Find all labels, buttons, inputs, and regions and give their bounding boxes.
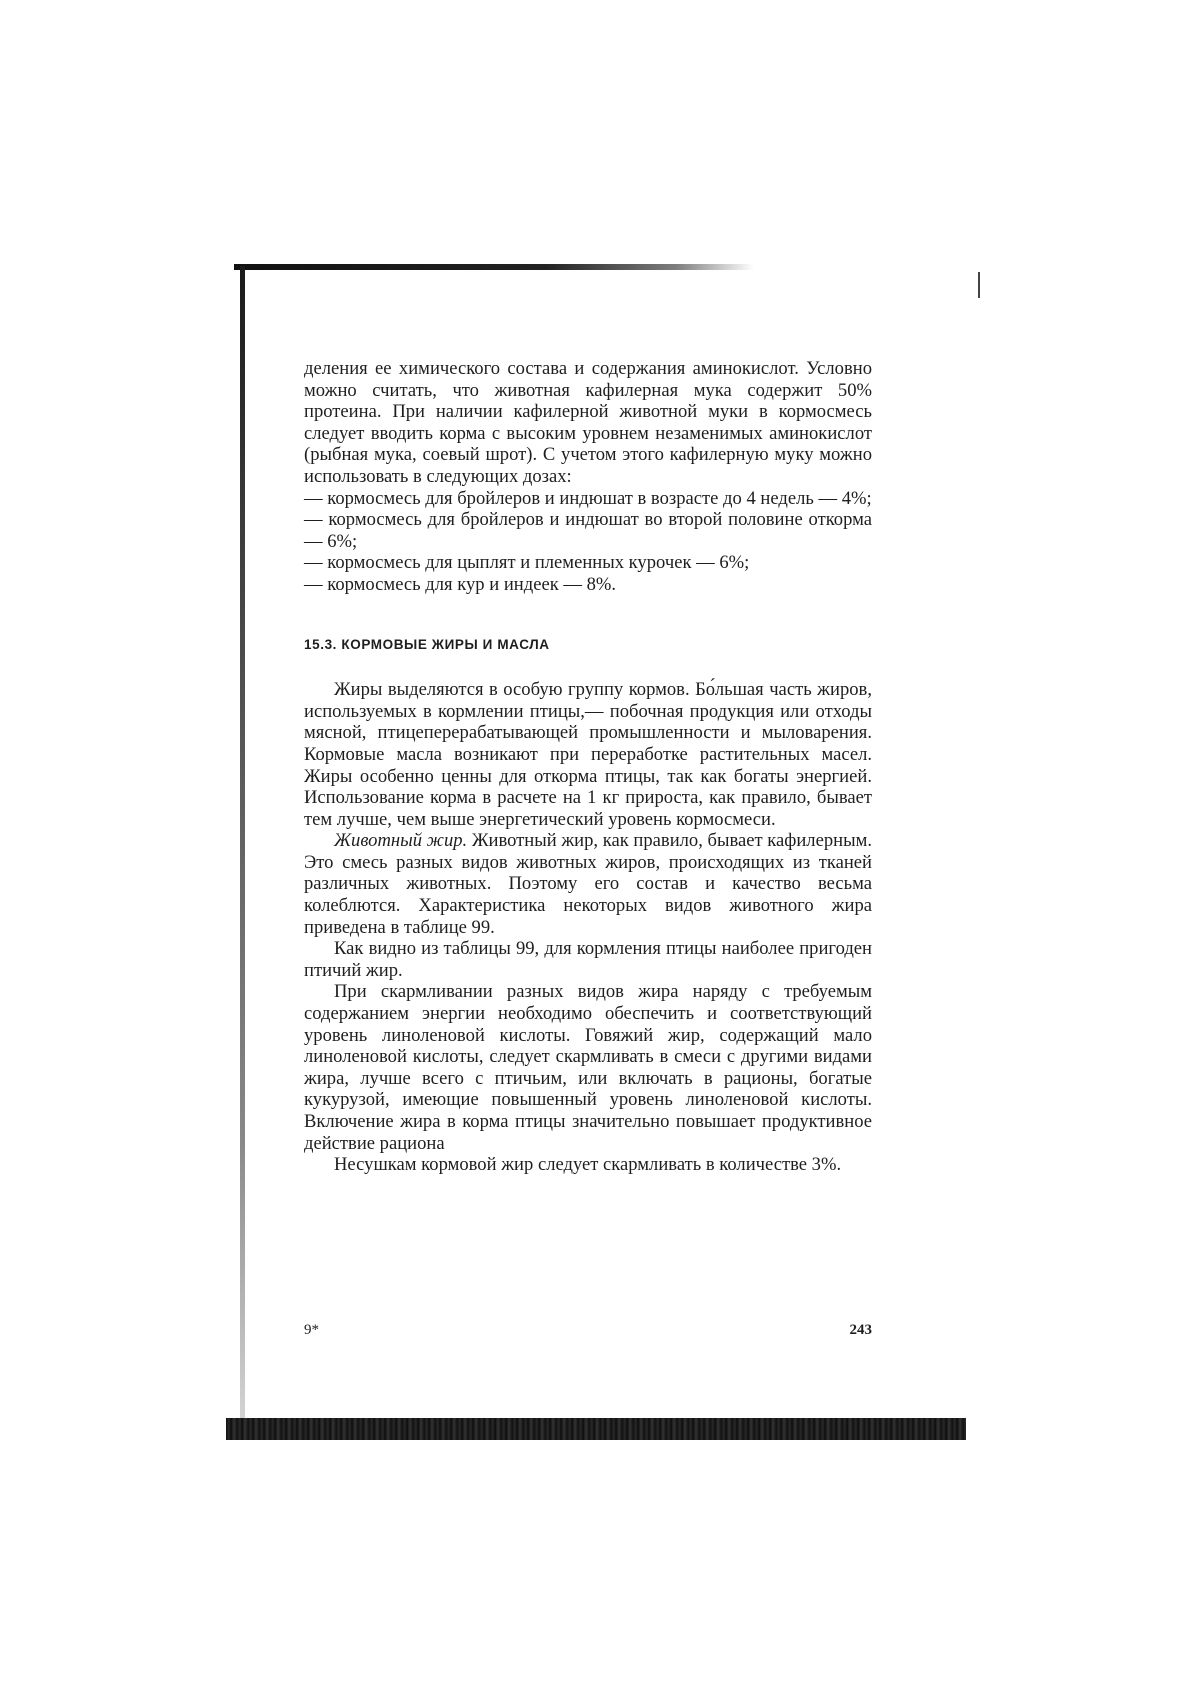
dose-item: — кормосмесь для цыплят и племенных курочек — 6%; (304, 552, 750, 574)
signature-mark: 9* (304, 1322, 319, 1338)
dose-item: — кормосмесь для бройлеров и индюшат в возрасте до 4 недель — 4%; (304, 487, 872, 509)
paragraph-animal-fat (304, 830, 872, 938)
dose-item: — кормосмесь для кур и индеек — 8%. (304, 573, 617, 595)
scan-edge-right (978, 272, 980, 298)
paragraph-table-reference: Как видно из таблицы 99, для кормления птицы наиболее пригоден птичий жир. (304, 938, 872, 981)
intro-paragraph: деления ее химического состава и содержания аминокислот. Условно можно считать, что животная кафилерная мука содержит 50% протеина. При наличии кафилерной животной муки в кормосмесь следует вводить корма с высоким уровнем незаменимых аминокислот (рыбная мука, соевый шрот). С учетом этого кафилерную муку можно использовать в следующих дозах: (304, 358, 872, 487)
page-body (304, 358, 872, 1176)
paragraph-linolenic: При скармливании разных видов жира наряду с требуемым содержанием энергии необходимо обеспечить и соответствующий уровень линоленовой кислоты. Говяжий жир, содержащий мало линоленовой кислоты, следует скармливать в смеси с другими видами жира, лучше всего с птичьим, или включать в рационы, богатые кукурузой, имеющие повышенный уровень линоленовой кислоты. Включение жира в корма птицы значительно повышает продуктивное действие рациона (304, 981, 872, 1154)
dose-item: — кормосмесь для бройлеров и индюшат во второй половине откорма — 6%; (304, 509, 872, 552)
scan-edge-bottom (226, 1418, 966, 1440)
scan-edge-left (240, 266, 245, 1430)
page-number: 243 (849, 1322, 872, 1338)
paragraph-layers: Несушкам кормовой жир следует скармливать в количестве 3%. (334, 1154, 842, 1176)
paragraph-fats-intro: Жиры выделяются в особую группу кормов. Бо́льшая часть жиров, используемых в кормлении птицы,— побочная продукция или отходы мясной, птицеперерабатывающей промышленности и мыловарения. Кормовые масла возникают при переработке растительных масел. Жиры особенно ценны для откорма птицы, так как богаты энергией. Использование корма в расчете на 1 кг прироста, как правило, бывает тем лучше, чем выше энергетический уровень кормосмеси. (304, 679, 872, 830)
scan-edge-top (234, 264, 754, 270)
section-heading: 15.3. КОРМОВЫЕ ЖИРЫ И МАСЛА (304, 636, 550, 652)
animal-fat-text: Животный жир, как правило, бывает кафилерным. Это смесь разных видов животных жиров, происходящих из тканей различных животных. Поэтому его состав и качество весьма колеблются. Характеристика некоторых видов животного жира приведена в таблице 99. (304, 830, 872, 938)
animal-fat-term: Животный жир. (334, 830, 468, 852)
